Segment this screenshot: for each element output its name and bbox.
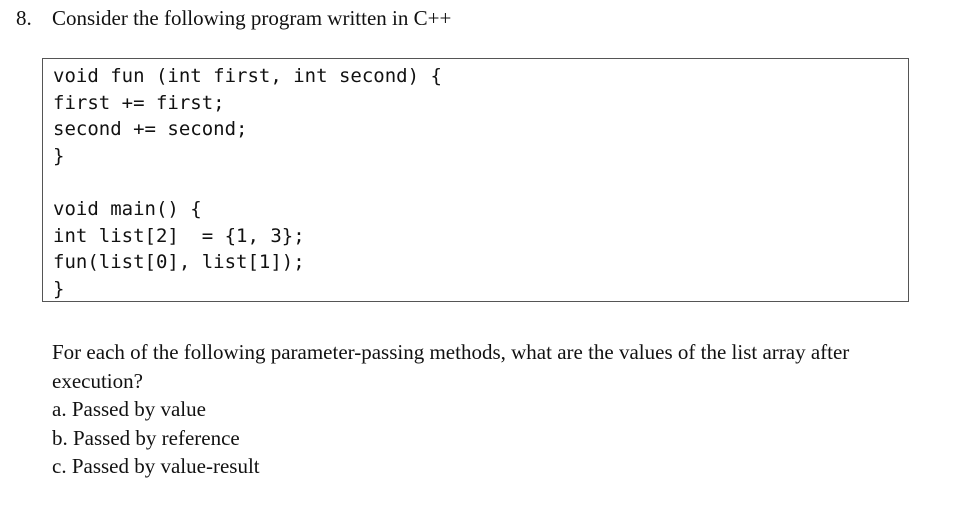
code-block — [42, 58, 909, 302]
option-passed-by-value: a. Passed by value — [52, 397, 206, 421]
code-line: } — [53, 277, 65, 300]
question-body — [52, 338, 932, 481]
code-line: void main() { — [53, 197, 202, 220]
code-line: fun(list[0], list[1]); — [53, 251, 305, 274]
question-title: Consider the following program written in C++ — [52, 6, 452, 30]
options-list — [52, 395, 932, 481]
code-line: } — [53, 144, 65, 167]
code-line: int list[2] = {1, 3}; — [53, 224, 305, 247]
question-header — [16, 4, 451, 32]
option-passed-by-value-result: c. Passed by value-result — [52, 454, 260, 478]
code-line: second += second; — [53, 118, 248, 141]
code-line: void fun (int first, int second) { — [53, 65, 442, 87]
question-number: 8. — [16, 6, 32, 30]
code-line: first += first; — [53, 91, 225, 114]
option-passed-by-reference: b. Passed by reference — [52, 425, 240, 450]
code-line-blank — [53, 169, 908, 196]
question-prompt: For each of the following parameter-passing methods, what are the values of the list array after execution? — [52, 340, 850, 393]
